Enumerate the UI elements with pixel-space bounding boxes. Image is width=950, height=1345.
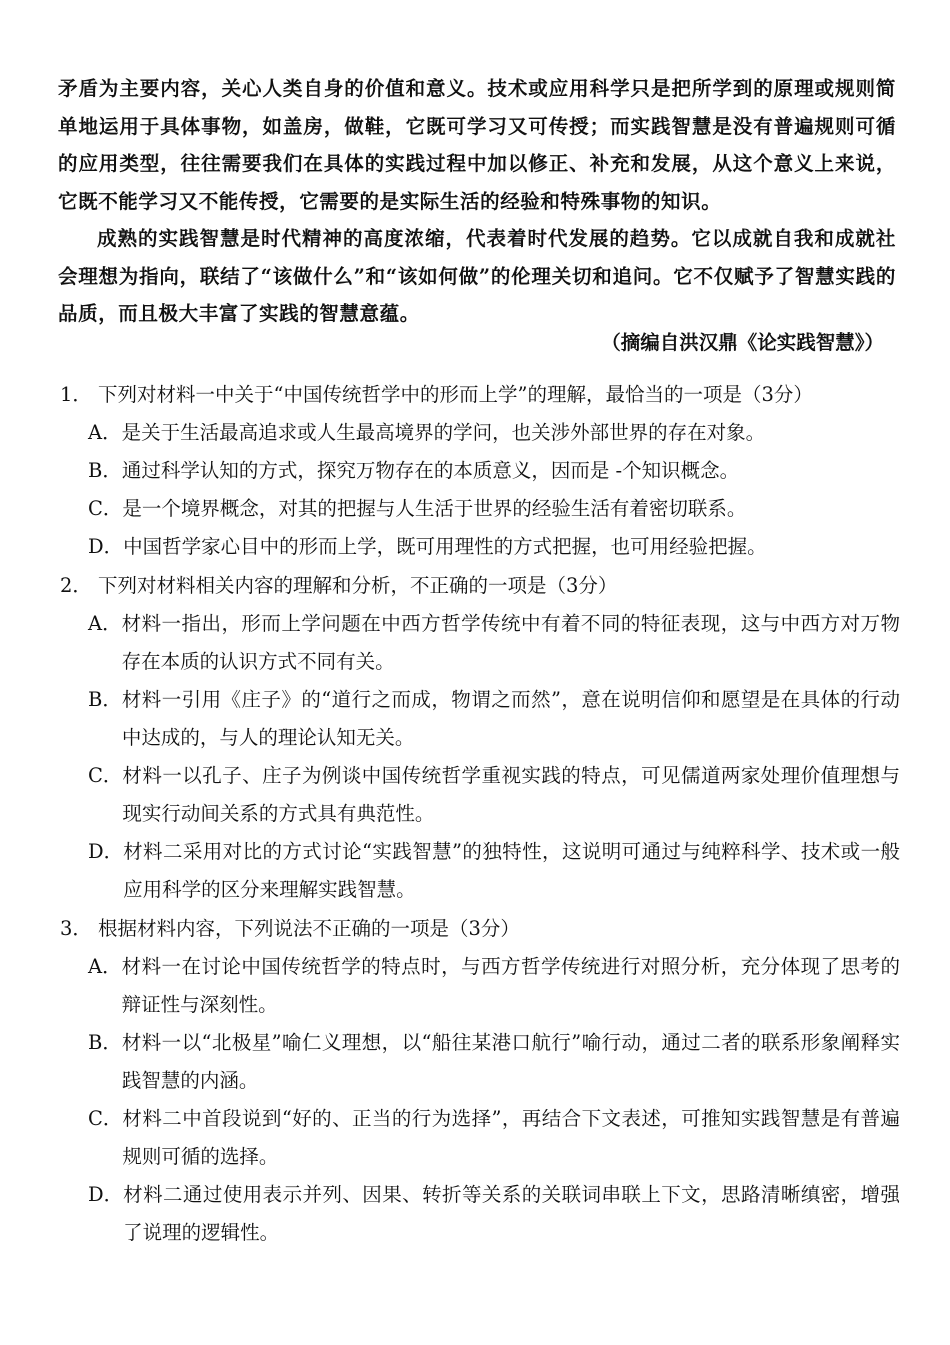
question-stem bbox=[60, 567, 900, 605]
option-letter: A． bbox=[88, 612, 122, 635]
passage-paragraph: 成熟的实践智慧是时代精神的高度浓缩，代表着时代发展的趋势。它以成就自我和成就社会理想为指向，联结了“该做什么”和“该如何做”的伦理关切和追问。它不仅赋予了智慧实践的品质，而且极大丰富了实践的智慧意蕴。 bbox=[58, 227, 896, 325]
option-text: 通过科学认知的方式，探究万物存在的本质意义，因而是 -个知识概念。 bbox=[121, 459, 740, 482]
option-letter: B． bbox=[88, 688, 122, 711]
option-a bbox=[60, 414, 900, 452]
option-text: 材料一以孔子、庄子为例谈中国传统哲学重视实践的特点，可见儒道两家处理价值理想与现实行动间关系的方式具有典范性。 bbox=[122, 764, 900, 825]
option-a bbox=[60, 605, 900, 681]
option-a bbox=[60, 948, 900, 1024]
option-letter: B． bbox=[88, 459, 122, 482]
option-letter: C． bbox=[88, 1107, 123, 1130]
option-c bbox=[60, 1100, 900, 1176]
option-text: 材料二通过使用表示并列、因果、转折等关系的关联词串联上下文，思路清晰缜密，增强了说理的逻辑性。 bbox=[123, 1183, 900, 1244]
option-letter: D． bbox=[88, 840, 124, 863]
option-letter: D． bbox=[88, 535, 124, 558]
question-stem bbox=[60, 910, 900, 948]
option-b bbox=[60, 1024, 900, 1100]
question-number: 2． bbox=[60, 574, 92, 597]
question-number: 3． bbox=[60, 917, 92, 940]
question-text: 根据材料内容，下列说法不正确的一项是（3分） bbox=[98, 917, 520, 940]
option-d bbox=[60, 1176, 900, 1252]
passage-source: （摘编自洪汉鼎《论实践智慧》） bbox=[601, 331, 884, 354]
question-text: 下列对材料相关内容的理解和分析，不正确的一项是（3分） bbox=[98, 574, 618, 597]
option-text: 材料二中首段说到“好的、正当的行为选择”，再结合下文表述，可推知实践智慧是有普遍规则可循的选择。 bbox=[122, 1107, 900, 1168]
question-text: 下列对材料一中关于“中国传统哲学中的形而上学”的理解，最恰当的一项是（3分） bbox=[98, 383, 813, 406]
option-d bbox=[60, 528, 900, 566]
question-2 bbox=[60, 567, 900, 909]
passage-paragraph: 矛盾为主要内容，关心人类自身的价值和意义。技术或应用科学只是把所学到的原理或规则简单地运用于具体事物，如盖房，做鞋，它既可学习又可传授；而实践智慧是没有普遍规则可循的应用类型，往往需要我们在具体的实践过程中加以修正、补充和发展，从这个意义上来说，它既不能学习又不能传授，它需要的是实际生活的经验和特殊事物的知识。 bbox=[58, 77, 896, 213]
option-c bbox=[60, 490, 900, 528]
option-text: 是一个境界概念，对其的把握与人生活于世界的经验生活有着密切联系。 bbox=[122, 497, 747, 520]
option-d bbox=[60, 833, 900, 909]
option-letter: C． bbox=[88, 764, 123, 787]
option-text: 材料一以“北极星”喻仁义理想，以“船往某港口航行”喻行动，通过二者的联系形象阐释实践智慧的内涵。 bbox=[121, 1031, 900, 1092]
question-stem bbox=[60, 376, 900, 414]
reading-passage bbox=[58, 70, 896, 333]
option-letter: D． bbox=[88, 1183, 124, 1206]
option-text: 材料一指出，形而上学问题在中西方哲学传统中有着不同的特征表现，这与中西方对万物存在本质的认识方式不同有关。 bbox=[121, 612, 900, 673]
option-b bbox=[60, 681, 900, 757]
option-letter: A． bbox=[88, 421, 122, 444]
option-text: 是关于生活最高追求或人生最高境界的学问，也关涉外部世界的存在对象。 bbox=[121, 421, 766, 444]
question-1 bbox=[60, 376, 900, 566]
option-text: 材料一引用《庄子》的“道行之而成，物谓之而然”，意在说明信仰和愿望是在具体的行动中达成的，与人的理论认知无关。 bbox=[121, 688, 900, 749]
question-number: 1． bbox=[60, 383, 92, 406]
question-3 bbox=[60, 910, 900, 1252]
question-list bbox=[60, 376, 900, 1253]
option-letter: A． bbox=[88, 955, 122, 978]
option-text: 材料二采用对比的方式讨论“实践智慧”的独特性，这说明可通过与纯粹科学、技术或一般应用科学的区分来理解实践智慧。 bbox=[123, 840, 900, 901]
option-c bbox=[60, 757, 900, 833]
option-b bbox=[60, 452, 900, 490]
option-letter: C． bbox=[88, 497, 123, 520]
option-text: 材料一在讨论中国传统哲学的特点时，与西方哲学传统进行对照分析，充分体现了思考的辩证性与深刻性。 bbox=[121, 955, 900, 1016]
option-letter: B． bbox=[88, 1031, 122, 1054]
option-text: 中国哲学家心目中的形而上学，既可用理性的方式把握，也可用经验把握。 bbox=[123, 535, 767, 558]
